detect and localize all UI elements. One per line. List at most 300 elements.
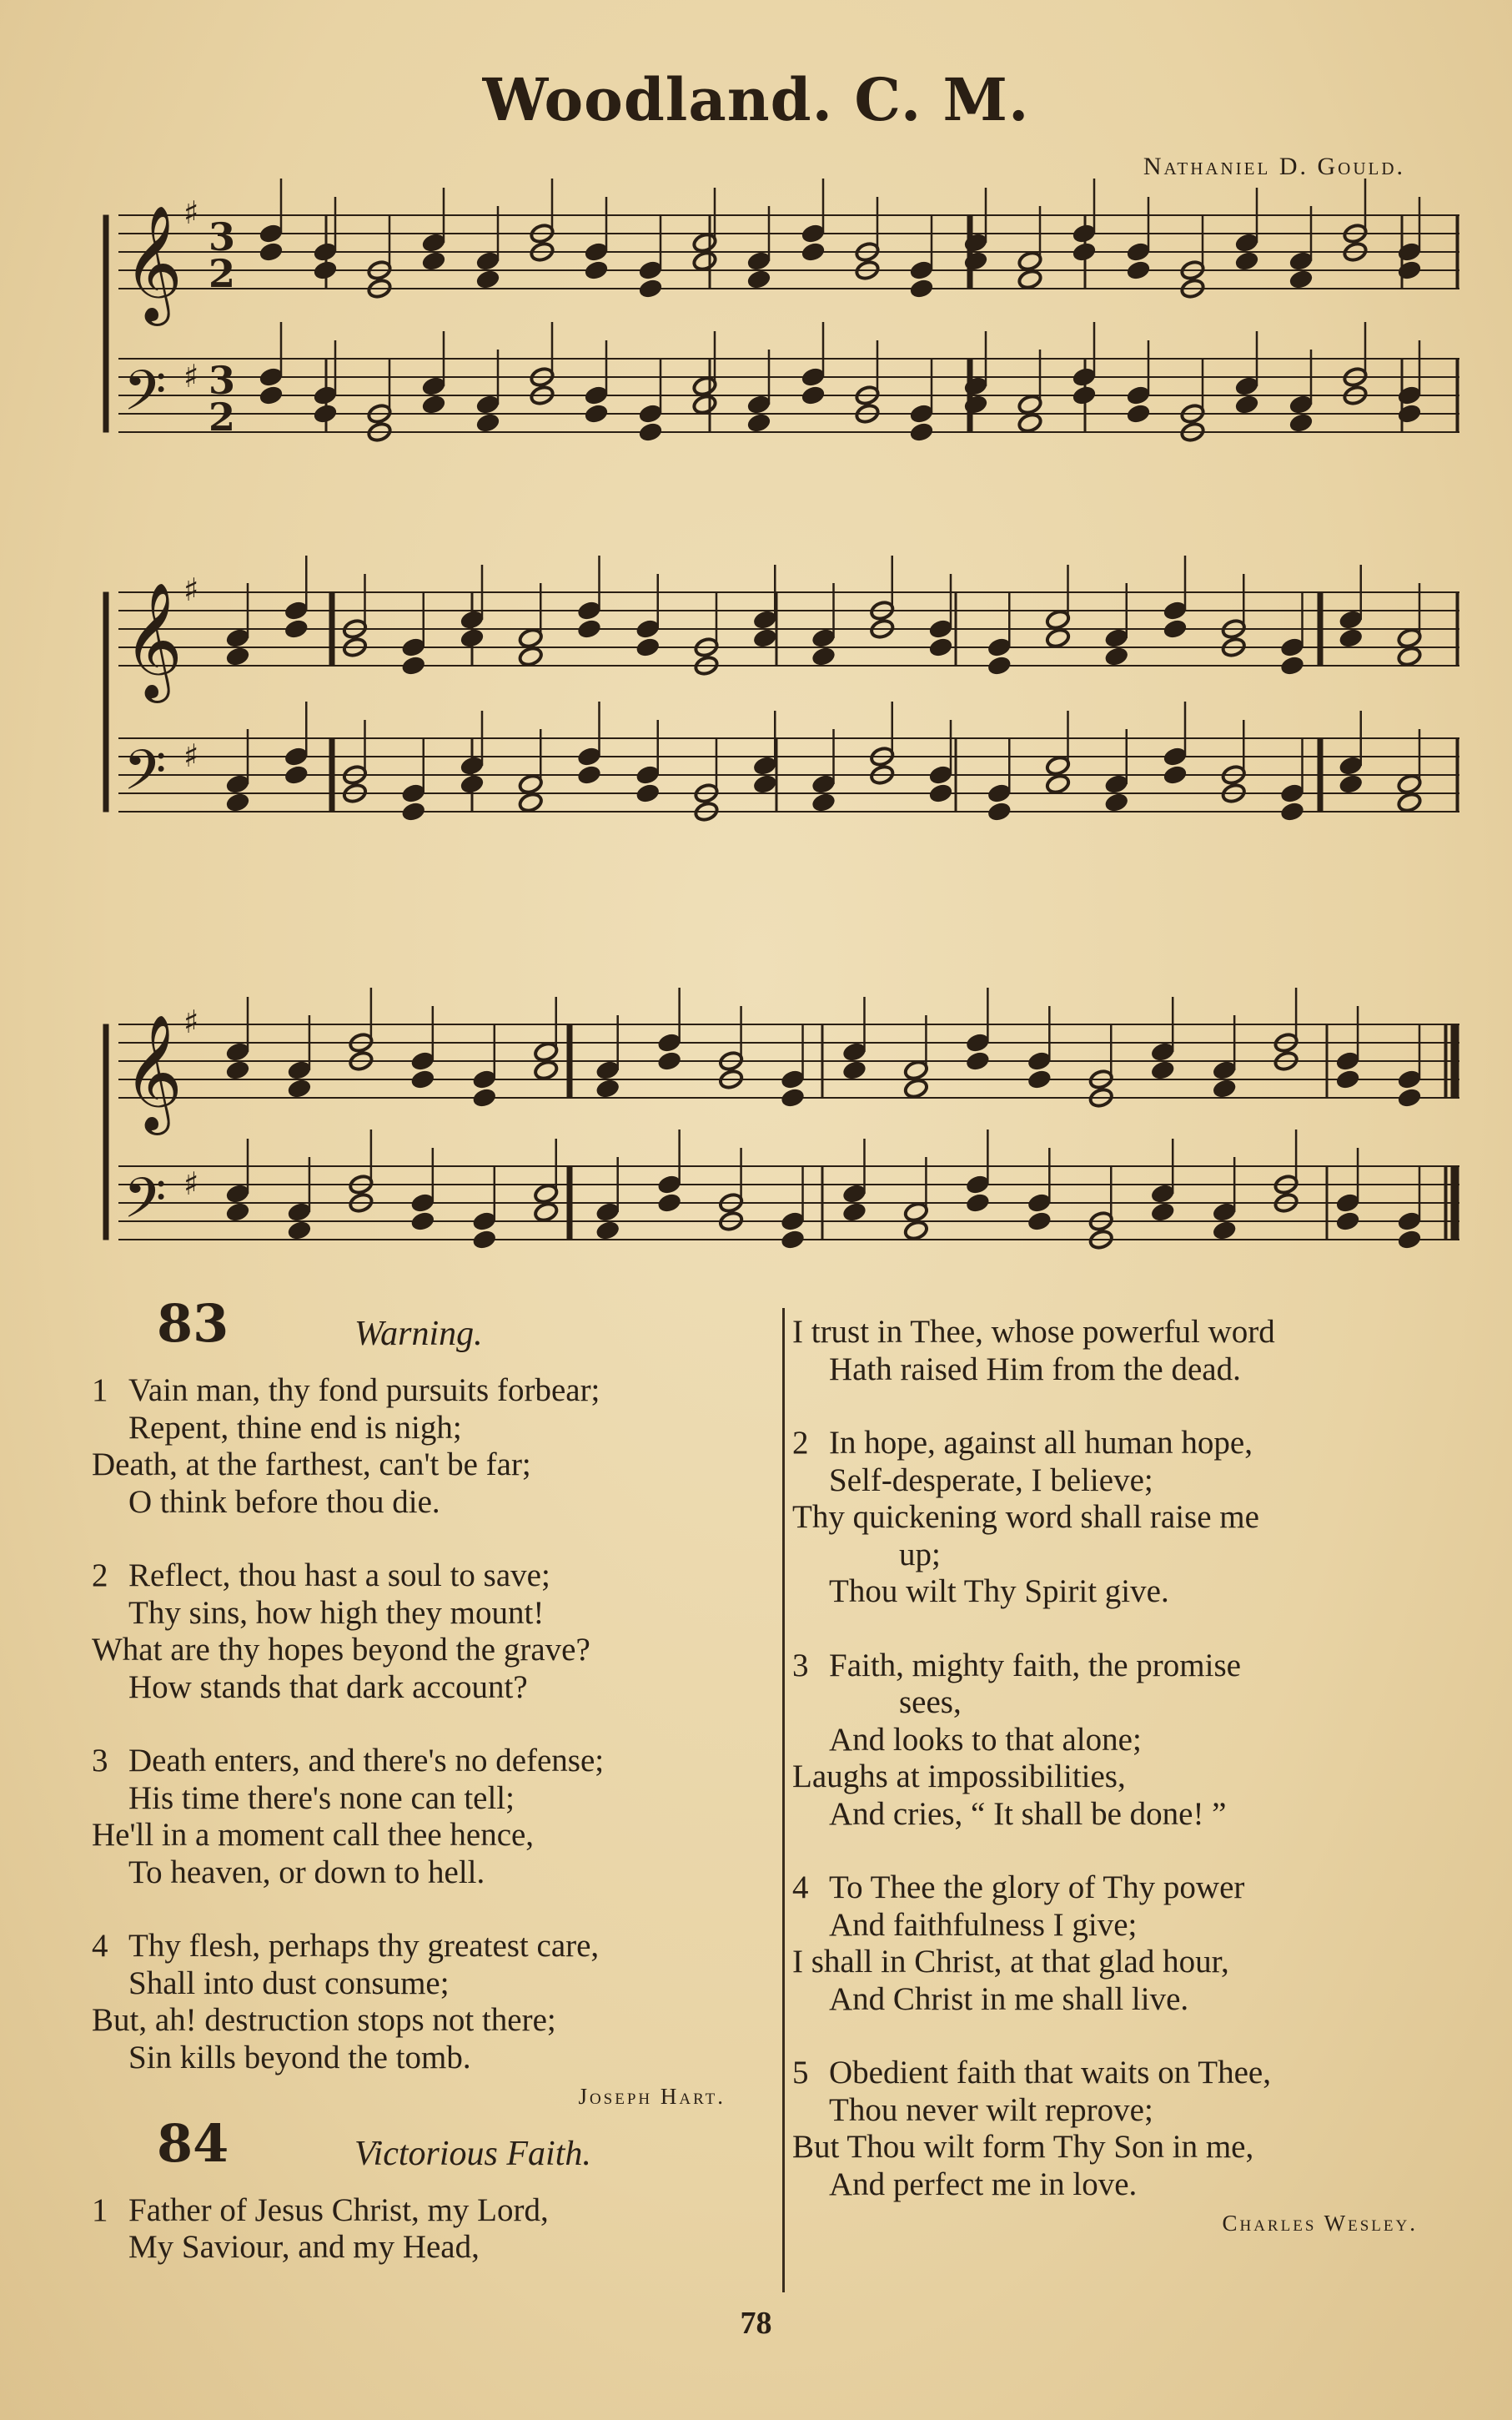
note-head — [400, 801, 426, 823]
note-head — [1397, 259, 1423, 281]
note-head — [1163, 746, 1188, 767]
verse-number: 2 — [92, 1557, 108, 1593]
note-head — [638, 259, 664, 281]
note-head — [421, 394, 447, 415]
barline — [567, 1024, 572, 1098]
note-head — [780, 1087, 806, 1109]
note-head — [635, 764, 661, 786]
note-head — [1072, 366, 1098, 388]
note-head — [903, 1078, 929, 1099]
verse-number: 4 — [792, 1869, 809, 1905]
note-head — [1072, 241, 1098, 263]
note-head — [1338, 755, 1364, 777]
verse-number: 1 — [92, 2191, 108, 2228]
note-head — [1335, 1210, 1361, 1232]
hymn-author: Charles Wesley. — [1222, 2211, 1418, 2236]
note-head — [656, 1050, 682, 1072]
note-head — [909, 259, 935, 281]
note-head — [987, 636, 1012, 658]
note-head — [576, 618, 602, 640]
note-head — [1212, 1059, 1238, 1081]
note-head — [287, 1078, 313, 1099]
note-head — [1335, 1050, 1361, 1072]
verse-line: 1 Vain man, thy fond pursuits forbear; — [92, 1372, 600, 1408]
verse-line: O think before thou die. — [128, 1483, 440, 1520]
note-head — [518, 646, 544, 667]
note-head — [1126, 403, 1152, 425]
note-head — [1397, 773, 1423, 795]
tune-title: Woodland. C. M. — [482, 65, 1030, 134]
time-signature-top: 3 — [208, 358, 236, 403]
note-head — [1017, 269, 1043, 290]
verse-line: I trust in Thee, whose powerful word — [792, 1314, 1275, 1350]
note-head — [400, 655, 426, 677]
note-head — [1017, 412, 1043, 434]
barline — [955, 592, 957, 666]
note-head — [1288, 394, 1314, 415]
stanza — [92, 1743, 776, 1891]
note-head — [811, 627, 836, 649]
note-head — [811, 792, 836, 813]
note-head — [518, 627, 544, 649]
note-head — [841, 1183, 867, 1205]
note-head — [1103, 773, 1129, 795]
note-head — [410, 1050, 436, 1072]
note-head — [752, 755, 778, 777]
note-head — [1027, 1069, 1052, 1090]
note-head — [801, 366, 826, 388]
bass-clef-icon: 𝄢 — [123, 359, 167, 436]
note-head — [584, 259, 610, 281]
note-head — [635, 782, 661, 804]
verse-line: To heaven, or down to hell. — [128, 1854, 485, 1890]
note-head — [1150, 1201, 1176, 1223]
time-signature-bottom: 2 — [208, 251, 236, 296]
text-column-left — [92, 1293, 776, 2267]
note-head — [801, 223, 826, 244]
final-barline — [1451, 1166, 1458, 1240]
bass-clef-icon: 𝄢 — [123, 738, 167, 816]
note-head — [1279, 655, 1305, 677]
note-head — [400, 636, 426, 658]
note-head — [963, 375, 989, 397]
note-head — [584, 241, 610, 263]
verse-line: Hath raised Him from the dead. — [829, 1351, 1241, 1387]
barline — [967, 359, 972, 432]
note-head — [1150, 1041, 1176, 1063]
note-head — [576, 746, 602, 767]
note-head — [801, 241, 826, 263]
note-head — [287, 1220, 313, 1241]
note-head — [460, 755, 485, 777]
treble-clef-icon: 𝄞 — [123, 205, 183, 321]
text-column-right — [792, 1314, 1451, 2242]
stanza — [792, 1314, 1451, 1388]
note-head — [1103, 627, 1129, 649]
verse-line: What are thy hopes beyond the grave? — [92, 1632, 590, 1668]
note-head — [1397, 1210, 1423, 1232]
note-head — [752, 773, 778, 795]
note-head — [1017, 250, 1043, 272]
note-head — [533, 1059, 559, 1081]
barline — [967, 215, 972, 289]
note-head — [259, 241, 284, 263]
note-head — [1288, 250, 1314, 272]
note-head — [987, 655, 1012, 677]
note-head — [1279, 782, 1305, 804]
final-barline — [1451, 1024, 1458, 1098]
verse-line: But, ah! destruction stops not there; — [92, 2002, 556, 2038]
note-head — [595, 1201, 620, 1223]
note-head — [811, 773, 836, 795]
note-head — [746, 250, 772, 272]
note-head — [475, 394, 501, 415]
note-head — [1045, 773, 1071, 795]
hymn-84-heading — [92, 2112, 776, 2192]
note-head — [1335, 1069, 1361, 1090]
final-barline — [1444, 1166, 1447, 1240]
verse-line: Thy quickening word shall raise me — [792, 1499, 1259, 1535]
sharp-icon: ♯ — [183, 571, 199, 608]
note-head — [909, 403, 935, 425]
barline — [329, 738, 334, 812]
verse-line: Thou never wilt reprove; — [829, 2091, 1153, 2128]
page-number: 78 — [740, 2306, 772, 2341]
verse-line: Laughs at impossibilities, — [792, 1758, 1126, 1794]
note-head — [1212, 1220, 1238, 1241]
sharp-icon: ♯ — [183, 358, 199, 395]
barline — [471, 592, 473, 666]
barline — [1326, 1024, 1328, 1098]
verse-line: Thy sins, how high they mount! — [128, 1594, 545, 1631]
note-head — [752, 627, 778, 649]
stanza — [792, 1425, 1451, 1611]
verse-line: Shall into dust consume; — [128, 1965, 450, 2001]
note-head — [475, 250, 501, 272]
verse-line: sees, — [899, 1684, 962, 1720]
verse-number: 3 — [792, 1647, 809, 1683]
note-head — [780, 1210, 806, 1232]
barline — [821, 1024, 823, 1098]
note-head — [1288, 269, 1314, 290]
note-head — [400, 782, 426, 804]
note-head — [752, 609, 778, 631]
sharp-icon: ♯ — [183, 1165, 199, 1202]
note-head — [928, 636, 954, 658]
barline — [1326, 1166, 1328, 1240]
note-head — [638, 421, 664, 443]
note-head — [225, 1201, 251, 1223]
final-barline — [1444, 1024, 1447, 1098]
sharp-icon: ♯ — [183, 737, 199, 774]
note-head — [287, 1059, 313, 1081]
note-head — [903, 1059, 929, 1081]
note-head — [903, 1201, 929, 1223]
note-head — [410, 1210, 436, 1232]
note-head — [965, 1192, 991, 1214]
note-head — [746, 269, 772, 290]
note-head — [1397, 1069, 1423, 1090]
verse-number: 5 — [792, 2055, 809, 2090]
verse-line: 4 Thy flesh, perhaps thy greatest care, — [92, 1928, 600, 1964]
barline — [1456, 592, 1459, 666]
note-head — [656, 1174, 682, 1195]
verse-line: Thou wilt Thy Spirit give. — [829, 1573, 1169, 1609]
hymn-author: Joseph Hart. — [578, 2084, 726, 2109]
system-brace — [103, 215, 108, 432]
verse-line: 3 Death enters, and there's no defense; — [92, 1743, 605, 1779]
note-head — [1072, 385, 1098, 406]
note-head — [313, 241, 339, 263]
stanza — [792, 1869, 1451, 2018]
note-head — [963, 232, 989, 254]
note-head — [1045, 755, 1071, 777]
note-head — [1397, 1087, 1423, 1109]
note-head — [460, 627, 485, 649]
note-head — [656, 1032, 682, 1054]
note-head — [1234, 232, 1260, 254]
note-head — [692, 250, 718, 272]
note-head — [841, 1201, 867, 1223]
note-head — [746, 412, 772, 434]
note-head — [1150, 1059, 1176, 1081]
note-head — [460, 609, 485, 631]
verse-number: 1 — [92, 1372, 108, 1408]
note-head — [1279, 636, 1305, 658]
note-head — [1045, 627, 1071, 649]
verse-line: And looks to that alone; — [829, 1721, 1142, 1758]
stanza — [92, 1372, 776, 1521]
barline — [567, 1166, 572, 1240]
verse-line: But Thou wilt form Thy Son in me, — [792, 2129, 1254, 2165]
note-head — [471, 1069, 497, 1090]
note-head — [584, 385, 610, 406]
stanza — [792, 1648, 1451, 1834]
note-head — [903, 1220, 929, 1241]
verse-line: How stands that dark account? — [128, 1668, 528, 1705]
verse-line: 1 Father of Jesus Christ, my Lord, — [92, 2191, 549, 2228]
verse-number: 2 — [792, 1425, 809, 1461]
verse-line: I shall in Christ, at that glad hour, — [792, 1944, 1229, 1980]
note-head — [963, 394, 989, 415]
note-head — [584, 403, 610, 425]
note-head — [1338, 627, 1364, 649]
note-head — [1126, 385, 1152, 406]
barline — [329, 592, 334, 666]
time-signature-top: 3 — [208, 214, 236, 259]
barline — [1456, 215, 1459, 289]
verse-line: Death, at the farthest, can't be far; — [92, 1446, 531, 1482]
note-head — [225, 792, 251, 813]
verse-line: up; — [899, 1536, 941, 1572]
note-head — [1234, 394, 1260, 415]
note-head — [475, 269, 501, 290]
note-head — [638, 403, 664, 425]
time-signature-bottom: 2 — [208, 395, 236, 440]
note-head — [1338, 609, 1364, 631]
stanza — [92, 1928, 776, 2076]
note-head — [225, 1059, 251, 1081]
verse-line: 2 In hope, against all human hope, — [792, 1425, 1253, 1461]
note-head — [421, 375, 447, 397]
note-head — [1027, 1050, 1052, 1072]
note-head — [471, 1229, 497, 1250]
note-head — [284, 764, 309, 786]
note-head — [692, 232, 718, 254]
note-head — [780, 1229, 806, 1250]
note-head — [811, 646, 836, 667]
note-head — [1027, 1210, 1052, 1232]
note-head — [1288, 412, 1314, 434]
note-head — [692, 394, 718, 415]
hymn-number: 83 — [157, 1293, 229, 1354]
sharp-icon: ♯ — [183, 1004, 199, 1040]
note-head — [1212, 1201, 1238, 1223]
sharp-icon: ♯ — [183, 194, 199, 231]
verse-line: Sin kills beyond the tomb. — [128, 2039, 471, 2075]
note-head — [1338, 773, 1364, 795]
note-head — [533, 1183, 559, 1205]
note-head — [1397, 627, 1423, 649]
note-head — [1163, 618, 1188, 640]
note-head — [1212, 1078, 1238, 1099]
note-head — [284, 618, 309, 640]
note-head — [1397, 792, 1423, 813]
hymn-number: 84 — [157, 2112, 229, 2174]
system-brace — [103, 1024, 108, 1240]
note-head — [313, 385, 339, 406]
stanza — [92, 2192, 776, 2267]
note-head — [965, 1174, 991, 1195]
treble-clef-icon: 𝄞 — [123, 582, 183, 698]
note-head — [801, 385, 826, 406]
note-head — [638, 278, 664, 299]
note-head — [1103, 646, 1129, 667]
barline — [955, 738, 957, 812]
stanza — [92, 1557, 776, 1706]
barline — [1318, 592, 1323, 666]
note-head — [471, 1210, 497, 1232]
note-head — [1126, 241, 1152, 263]
verse-line: Self-desperate, I believe; — [829, 1462, 1153, 1498]
note-head — [1150, 1183, 1176, 1205]
note-head — [225, 1041, 251, 1063]
note-head — [1126, 259, 1152, 281]
note-head — [1234, 375, 1260, 397]
note-head — [595, 1220, 620, 1241]
note-head — [518, 773, 544, 795]
note-head — [965, 1050, 991, 1072]
verse-line: Repent, thine end is nigh; — [128, 1409, 462, 1446]
note-head — [259, 223, 284, 244]
note-head — [1045, 609, 1071, 631]
note-head — [460, 773, 485, 795]
note-head — [1163, 764, 1188, 786]
note-head — [780, 1069, 806, 1090]
note-head — [284, 600, 309, 621]
note-head — [287, 1201, 313, 1223]
note-head — [518, 792, 544, 813]
verse-number: 3 — [92, 1743, 108, 1779]
note-head — [1072, 223, 1098, 244]
hymn-title: Warning. — [354, 1315, 483, 1353]
note-head — [1103, 792, 1129, 813]
note-head — [533, 1041, 559, 1063]
note-head — [841, 1059, 867, 1081]
verse-line: My Saviour, and my Head, — [128, 2229, 480, 2265]
note-head — [746, 394, 772, 415]
note-head — [259, 366, 284, 388]
barline — [821, 1166, 823, 1240]
verse-line: And faithfulness I give; — [829, 1906, 1138, 1943]
verse-line: And Christ in me shall live. — [829, 1980, 1189, 2017]
note-head — [225, 1183, 251, 1205]
note-head — [225, 627, 251, 649]
note-head — [1017, 394, 1043, 415]
hymn-83-heading — [92, 1293, 776, 1372]
composer-credit: Nathaniel D. Gould. — [1143, 153, 1405, 180]
note-head — [1397, 241, 1423, 263]
note-head — [841, 1041, 867, 1063]
system-brace — [103, 592, 108, 812]
note-head — [1397, 1229, 1423, 1250]
note-head — [928, 764, 954, 786]
note-head — [576, 600, 602, 621]
verse-line: His time there's none can tell; — [128, 1779, 515, 1816]
note-head — [635, 636, 661, 658]
note-head — [1397, 385, 1423, 406]
note-head — [533, 1201, 559, 1223]
note-head — [595, 1078, 620, 1099]
barline — [1318, 738, 1323, 812]
note-head — [965, 1032, 991, 1054]
note-head — [421, 250, 447, 272]
note-head — [225, 773, 251, 795]
note-head — [692, 375, 718, 397]
hymn-title: Victorious Faith. — [354, 2134, 591, 2173]
verse-line: He'll in a moment call thee hence, — [92, 1817, 535, 1853]
barline — [1456, 359, 1459, 432]
note-head — [656, 1192, 682, 1214]
note-head — [313, 403, 339, 425]
note-head — [987, 801, 1012, 823]
note-head — [928, 618, 954, 640]
note-head — [635, 618, 661, 640]
verse-number: 4 — [92, 1928, 108, 1964]
note-head — [1163, 600, 1188, 621]
note-head — [928, 782, 954, 804]
note-head — [225, 646, 251, 667]
bass-clef-icon: 𝄢 — [123, 1166, 167, 1244]
note-head — [421, 232, 447, 254]
note-head — [595, 1059, 620, 1081]
column-divider — [782, 1308, 785, 2292]
note-head — [1397, 646, 1423, 667]
note-head — [1335, 1192, 1361, 1214]
treble-clef-icon: 𝄞 — [123, 1014, 183, 1130]
verse-line: 2 Reflect, thou hast a soul to save; — [92, 1557, 550, 1593]
note-head — [576, 764, 602, 786]
verse-line: And cries, “ It shall be done! ” — [829, 1795, 1227, 1832]
verse-line: 5 Obedient faith that waits on Thee, — [792, 2055, 1271, 2090]
note-head — [410, 1192, 436, 1214]
verse-line: 3 Faith, mighty faith, the promise — [792, 1647, 1241, 1683]
barline — [1456, 738, 1459, 812]
note-head — [1234, 250, 1260, 272]
verse-line: 4 To Thee the glory of Thy power — [792, 1869, 1245, 1905]
note-head — [313, 259, 339, 281]
note-head — [471, 1087, 497, 1109]
